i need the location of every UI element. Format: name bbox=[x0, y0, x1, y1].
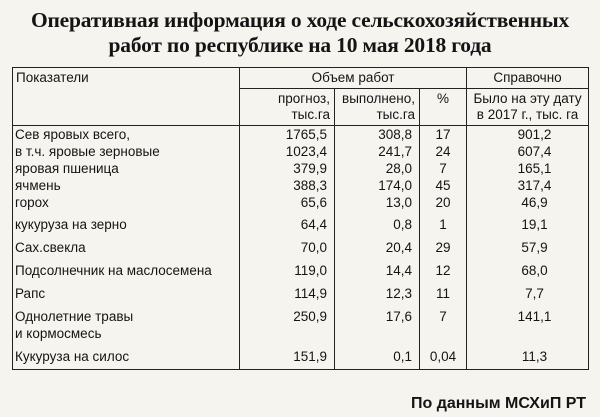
row-last-year: 7,7 bbox=[467, 279, 589, 302]
header-percent: % bbox=[420, 89, 467, 126]
page-title bbox=[0, 8, 600, 58]
row-forecast: 119,0 bbox=[240, 256, 335, 279]
row-percent: 0,04 bbox=[420, 342, 467, 370]
row-last-year: 68,0 bbox=[467, 256, 589, 279]
row-last-year: 165,1 bbox=[467, 160, 589, 177]
row-percent: 12 bbox=[420, 256, 467, 279]
table-row bbox=[13, 194, 589, 211]
row-last-year: 901,2 bbox=[467, 126, 589, 144]
row-name bbox=[13, 302, 240, 342]
header-indicators: Показатели bbox=[13, 68, 240, 126]
row-done: 12,3 bbox=[335, 279, 420, 302]
row-name: горох bbox=[15, 195, 49, 210]
row-forecast: 1023,4 bbox=[240, 143, 335, 160]
header-volume: Объем работ bbox=[240, 68, 467, 89]
row-done: 174,0 bbox=[335, 177, 420, 194]
title-line-2: работ по республике на 10 мая 2018 года bbox=[108, 33, 492, 57]
row-percent: 7 bbox=[420, 302, 467, 342]
row-percent: 24 bbox=[420, 143, 467, 160]
header-forecast: прогноз, тыс.га bbox=[240, 89, 335, 126]
row-forecast: 65,6 bbox=[240, 194, 335, 211]
header-last-year: Было на эту дату в 2017 г., тыс. га bbox=[467, 89, 589, 126]
title-line-1: Оперативная информация о ходе сельскохозяйственных bbox=[30, 8, 570, 32]
table-row bbox=[13, 233, 589, 256]
row-name: яровая пшеница bbox=[15, 161, 119, 176]
row-done: 20,4 bbox=[335, 233, 420, 256]
table-row bbox=[13, 126, 589, 144]
table-row bbox=[13, 256, 589, 279]
row-name: в т.ч. яровые зерновые bbox=[15, 144, 160, 159]
row-percent: 11 bbox=[420, 279, 467, 302]
header-reference: Справочно bbox=[467, 68, 589, 89]
row-forecast: 250,9 bbox=[240, 302, 335, 342]
row-name: Сах.свекла bbox=[15, 240, 86, 255]
source-note: По данным МСХиП РТ bbox=[410, 395, 586, 412]
row-done: 241,7 bbox=[335, 143, 420, 160]
row-name: Подсолнечник на маслосемена bbox=[15, 263, 212, 278]
row-percent: 17 bbox=[420, 126, 467, 144]
table-row bbox=[13, 177, 589, 194]
row-percent: 1 bbox=[420, 211, 467, 233]
row-name-line-2: и кормосмесь bbox=[15, 326, 102, 341]
table-row bbox=[13, 211, 589, 233]
row-last-year: 46,9 bbox=[467, 194, 589, 211]
row-name: Кукуруза на силос bbox=[15, 349, 130, 364]
table-row bbox=[13, 302, 589, 342]
row-forecast: 388,3 bbox=[240, 177, 335, 194]
row-done: 0,1 bbox=[335, 342, 420, 370]
row-name-line-1: Однолетние травы bbox=[15, 309, 134, 324]
row-name: ячмень bbox=[15, 178, 61, 193]
row-done: 14,4 bbox=[335, 256, 420, 279]
table-row bbox=[13, 160, 589, 177]
row-done: 17,6 bbox=[335, 302, 420, 342]
row-done: 308,8 bbox=[335, 126, 420, 144]
row-percent: 45 bbox=[420, 177, 467, 194]
row-percent: 29 bbox=[420, 233, 467, 256]
row-forecast: 151,9 bbox=[240, 342, 335, 370]
row-done: 28,0 bbox=[335, 160, 420, 177]
row-name: Сев яровых всего, bbox=[15, 127, 131, 142]
row-forecast: 379,9 bbox=[240, 160, 335, 177]
header-done: выполнено, тыс.га bbox=[335, 89, 420, 126]
row-name: кукуруза на зерно bbox=[15, 217, 127, 232]
row-last-year: 607,4 bbox=[467, 143, 589, 160]
row-name: Рапс bbox=[15, 286, 46, 301]
row-forecast: 1765,5 bbox=[240, 126, 335, 144]
table-row bbox=[13, 342, 589, 370]
row-forecast: 114,9 bbox=[240, 279, 335, 302]
row-forecast: 64,4 bbox=[240, 211, 335, 233]
row-last-year: 141,1 bbox=[467, 302, 589, 342]
agri-works-table bbox=[12, 67, 589, 370]
row-last-year: 57,9 bbox=[467, 233, 589, 256]
row-percent: 20 bbox=[420, 194, 467, 211]
row-last-year: 317,4 bbox=[467, 177, 589, 194]
row-done: 0,8 bbox=[335, 211, 420, 233]
table-row bbox=[13, 143, 589, 160]
row-done: 13,0 bbox=[335, 194, 420, 211]
row-forecast: 70,0 bbox=[240, 233, 335, 256]
table-row bbox=[13, 279, 589, 302]
row-last-year: 19,1 bbox=[467, 211, 589, 233]
row-percent: 7 bbox=[420, 160, 467, 177]
row-last-year: 11,3 bbox=[467, 342, 589, 370]
